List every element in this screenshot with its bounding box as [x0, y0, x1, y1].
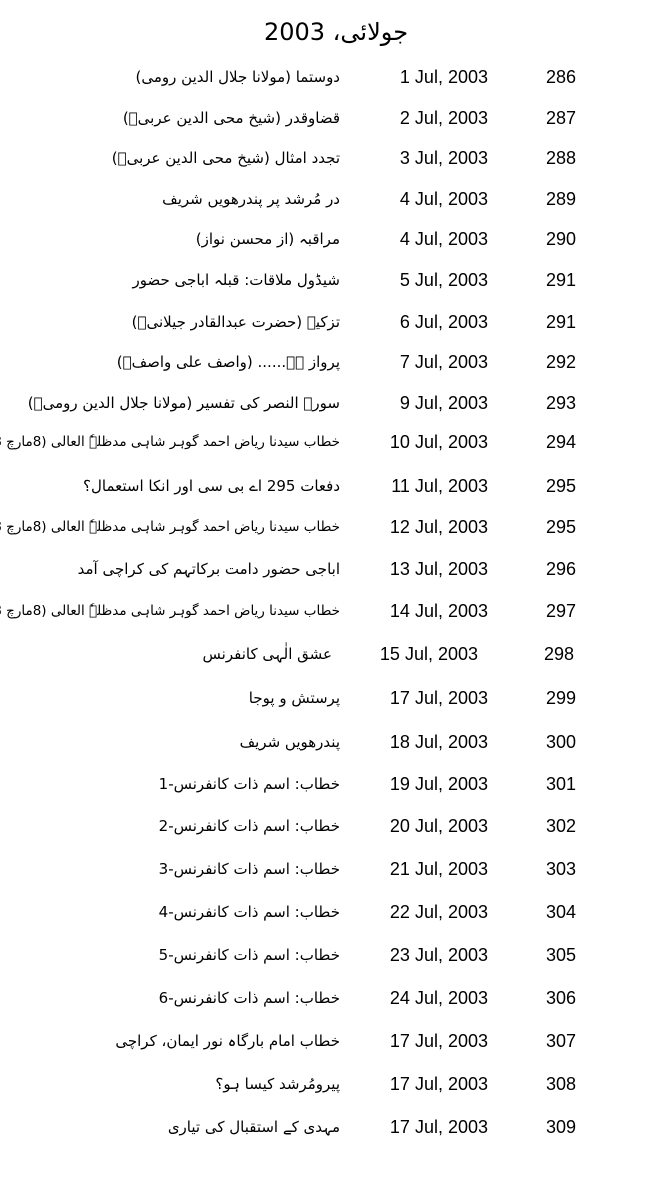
entry-title: خطاب: اسم ذات کانفرنس-2: [158, 817, 340, 835]
toc-row: [0, 427, 672, 457]
entry-title: خطاب: اسم ذات کانفرنس-4: [158, 903, 340, 921]
toc-row: [0, 307, 672, 337]
toc-row: [0, 143, 672, 173]
entry-page-number: 288: [545, 148, 576, 168]
entry-date: 12 Jul, 2003: [389, 517, 488, 537]
toc-row: [0, 62, 672, 92]
entry-title: خطاب امام بارگاہ نور ایمان، کراچی: [115, 1032, 340, 1050]
entry-page-number: 309: [545, 1117, 576, 1137]
entry-page-number: 294: [545, 432, 576, 452]
entry-title: پرستش و پوجا: [248, 689, 340, 707]
entry-page-number: 298: [543, 644, 574, 664]
entry-title: دفعات 295 اے بی سی اور انکا استعمال؟: [83, 477, 340, 495]
entry-title: در مُرشد پر پندرھویں شریف: [162, 190, 340, 208]
entry-date: 7 Jul, 2003: [399, 352, 488, 372]
entry-page-number: 291: [545, 312, 576, 332]
entry-date: 20 Jul, 2003: [389, 816, 488, 836]
entry-date: 4 Jul, 2003: [399, 229, 488, 249]
toc-row: [0, 224, 672, 254]
toc-row: [0, 1112, 672, 1142]
page-title: جولائی، 2003: [263, 18, 409, 46]
entry-title: خطاب: اسم ذات کانفرنس-6: [158, 989, 340, 1007]
entry-date: 9 Jul, 2003: [399, 393, 488, 413]
entry-page-number: 307: [545, 1031, 576, 1051]
toc-row: [0, 554, 672, 584]
entry-page-number: 304: [545, 902, 576, 922]
entry-title: سورۃ النصر کی تفسیر (مولانا جلال الدین رومیؒ): [27, 394, 340, 412]
entry-date: 23 Jul, 2003: [389, 945, 488, 965]
entry-page-number: 300: [545, 732, 576, 752]
toc-row: [0, 639, 672, 669]
entry-title: دوستما (مولانا جلال الدین رومی): [135, 68, 340, 86]
entry-title: پرواز ہے...... (واصف علی واصفؒ): [116, 353, 340, 371]
entry-page-number: 287: [545, 108, 576, 128]
entry-date: 22 Jul, 2003: [389, 902, 488, 922]
entry-title: خطاب سیدنا ریاض احمد گوہر شاہی مدظلہٗ العالی (8مارچ: [6, 603, 340, 619]
entry-page-number: 299: [545, 688, 576, 708]
entry-page-number: 289: [545, 189, 576, 209]
entry-date: 17 Jul, 2003: [389, 1117, 488, 1137]
entry-title: تزکیہ (حضرت عبدالقادر جیلانیؒ): [131, 313, 340, 331]
toc-row: [0, 103, 672, 133]
entry-date: 2 Jul, 2003: [399, 108, 488, 128]
entry-page-number: 301: [545, 774, 576, 794]
entry-date: 13 Jul, 2003: [389, 559, 488, 579]
entry-page-number: 303: [545, 859, 576, 879]
toc-row: [0, 265, 672, 295]
entry-date: 18 Jul, 2003: [389, 732, 488, 752]
entry-date: 15 Jul, 2003: [379, 644, 478, 664]
toc-row: [0, 769, 672, 799]
entry-title: پندرھویں شریف: [239, 733, 340, 751]
entry-title: مراقبہ (از محسن نواز): [195, 230, 340, 248]
entry-date: 19 Jul, 2003: [389, 774, 488, 794]
entry-title: مہدی کے استقبال کی تیاری: [167, 1118, 340, 1136]
entry-title: خطاب: اسم ذات کانفرنس-3: [158, 860, 340, 878]
entry-page-number: 292: [545, 352, 576, 372]
toc-row: [0, 596, 672, 626]
toc-row: [0, 512, 672, 542]
entry-date: 3 Jul, 2003: [399, 148, 488, 168]
entry-date: 17 Jul, 2003: [389, 1031, 488, 1051]
toc-row: [0, 727, 672, 757]
entry-date: 14 Jul, 2003: [389, 601, 488, 621]
toc-row: [0, 683, 672, 713]
entry-title: خطاب: اسم ذات کانفرنس-1: [158, 775, 340, 793]
entry-page-number: 297: [545, 601, 576, 621]
entry-page-number: 290: [545, 229, 576, 249]
entry-page-number: 295: [545, 476, 576, 496]
entry-date: 5 Jul, 2003: [399, 270, 488, 290]
entry-date: 1 Jul, 2003: [399, 67, 488, 87]
entry-page-number: 295: [545, 517, 576, 537]
entry-title: خطاب سیدنا ریاض احمد گوہر شاہی مدظلہٗ العالی (8مارچ: [6, 519, 340, 535]
entry-date: 17 Jul, 2003: [389, 688, 488, 708]
toc-row: [0, 1069, 672, 1099]
entry-title: قضاوقدر (شیخ محی الدین عربیؒ): [122, 109, 340, 127]
entry-page-number: 302: [545, 816, 576, 836]
toc-row: [0, 940, 672, 970]
entry-date: 17 Jul, 2003: [389, 1074, 488, 1094]
toc-row: [0, 811, 672, 841]
toc-row: [0, 471, 672, 501]
toc-row: [0, 347, 672, 377]
entry-page-number: 291: [545, 270, 576, 290]
entry-page-number: 293: [545, 393, 576, 413]
entry-date: 24 Jul, 2003: [389, 988, 488, 1008]
entry-title: عشق الٰہی کانفرنس: [202, 645, 332, 663]
toc-row: [0, 854, 672, 884]
entry-title: اباجی حضور دامت برکاتہم کی کراچی آمد: [77, 560, 340, 578]
entry-title: تجدد امثال (شیخ محی الدین عربیؒ): [111, 149, 340, 167]
entry-title: شیڈول ملاقات: قبلہ اباجی حضور: [132, 271, 340, 289]
entry-date: 21 Jul, 2003: [389, 859, 488, 879]
toc-row: [0, 983, 672, 1013]
toc-row: [0, 184, 672, 214]
toc-row: [0, 1026, 672, 1056]
entry-date: 6 Jul, 2003: [399, 312, 488, 332]
entry-date: 11 Jul, 2003: [391, 476, 488, 496]
entry-date: 4 Jul, 2003: [399, 189, 488, 209]
entry-page-number: 286: [545, 67, 576, 87]
toc-row: [0, 388, 672, 418]
entry-date: 10 Jul, 2003: [389, 432, 488, 452]
entry-title: خطاب: اسم ذات کانفرنس-5: [158, 946, 340, 964]
entry-page-number: 296: [545, 559, 576, 579]
entry-page-number: 305: [545, 945, 576, 965]
entry-page-number: 308: [545, 1074, 576, 1094]
entry-title: خطاب سیدنا ریاض احمد گوہر شاہی مدظلہٗ العالی (8مارچ: [6, 434, 340, 450]
entry-title: پیرومُرشد کیسا ہو؟: [215, 1075, 340, 1093]
entry-page-number: 306: [545, 988, 576, 1008]
toc-row: [0, 897, 672, 927]
